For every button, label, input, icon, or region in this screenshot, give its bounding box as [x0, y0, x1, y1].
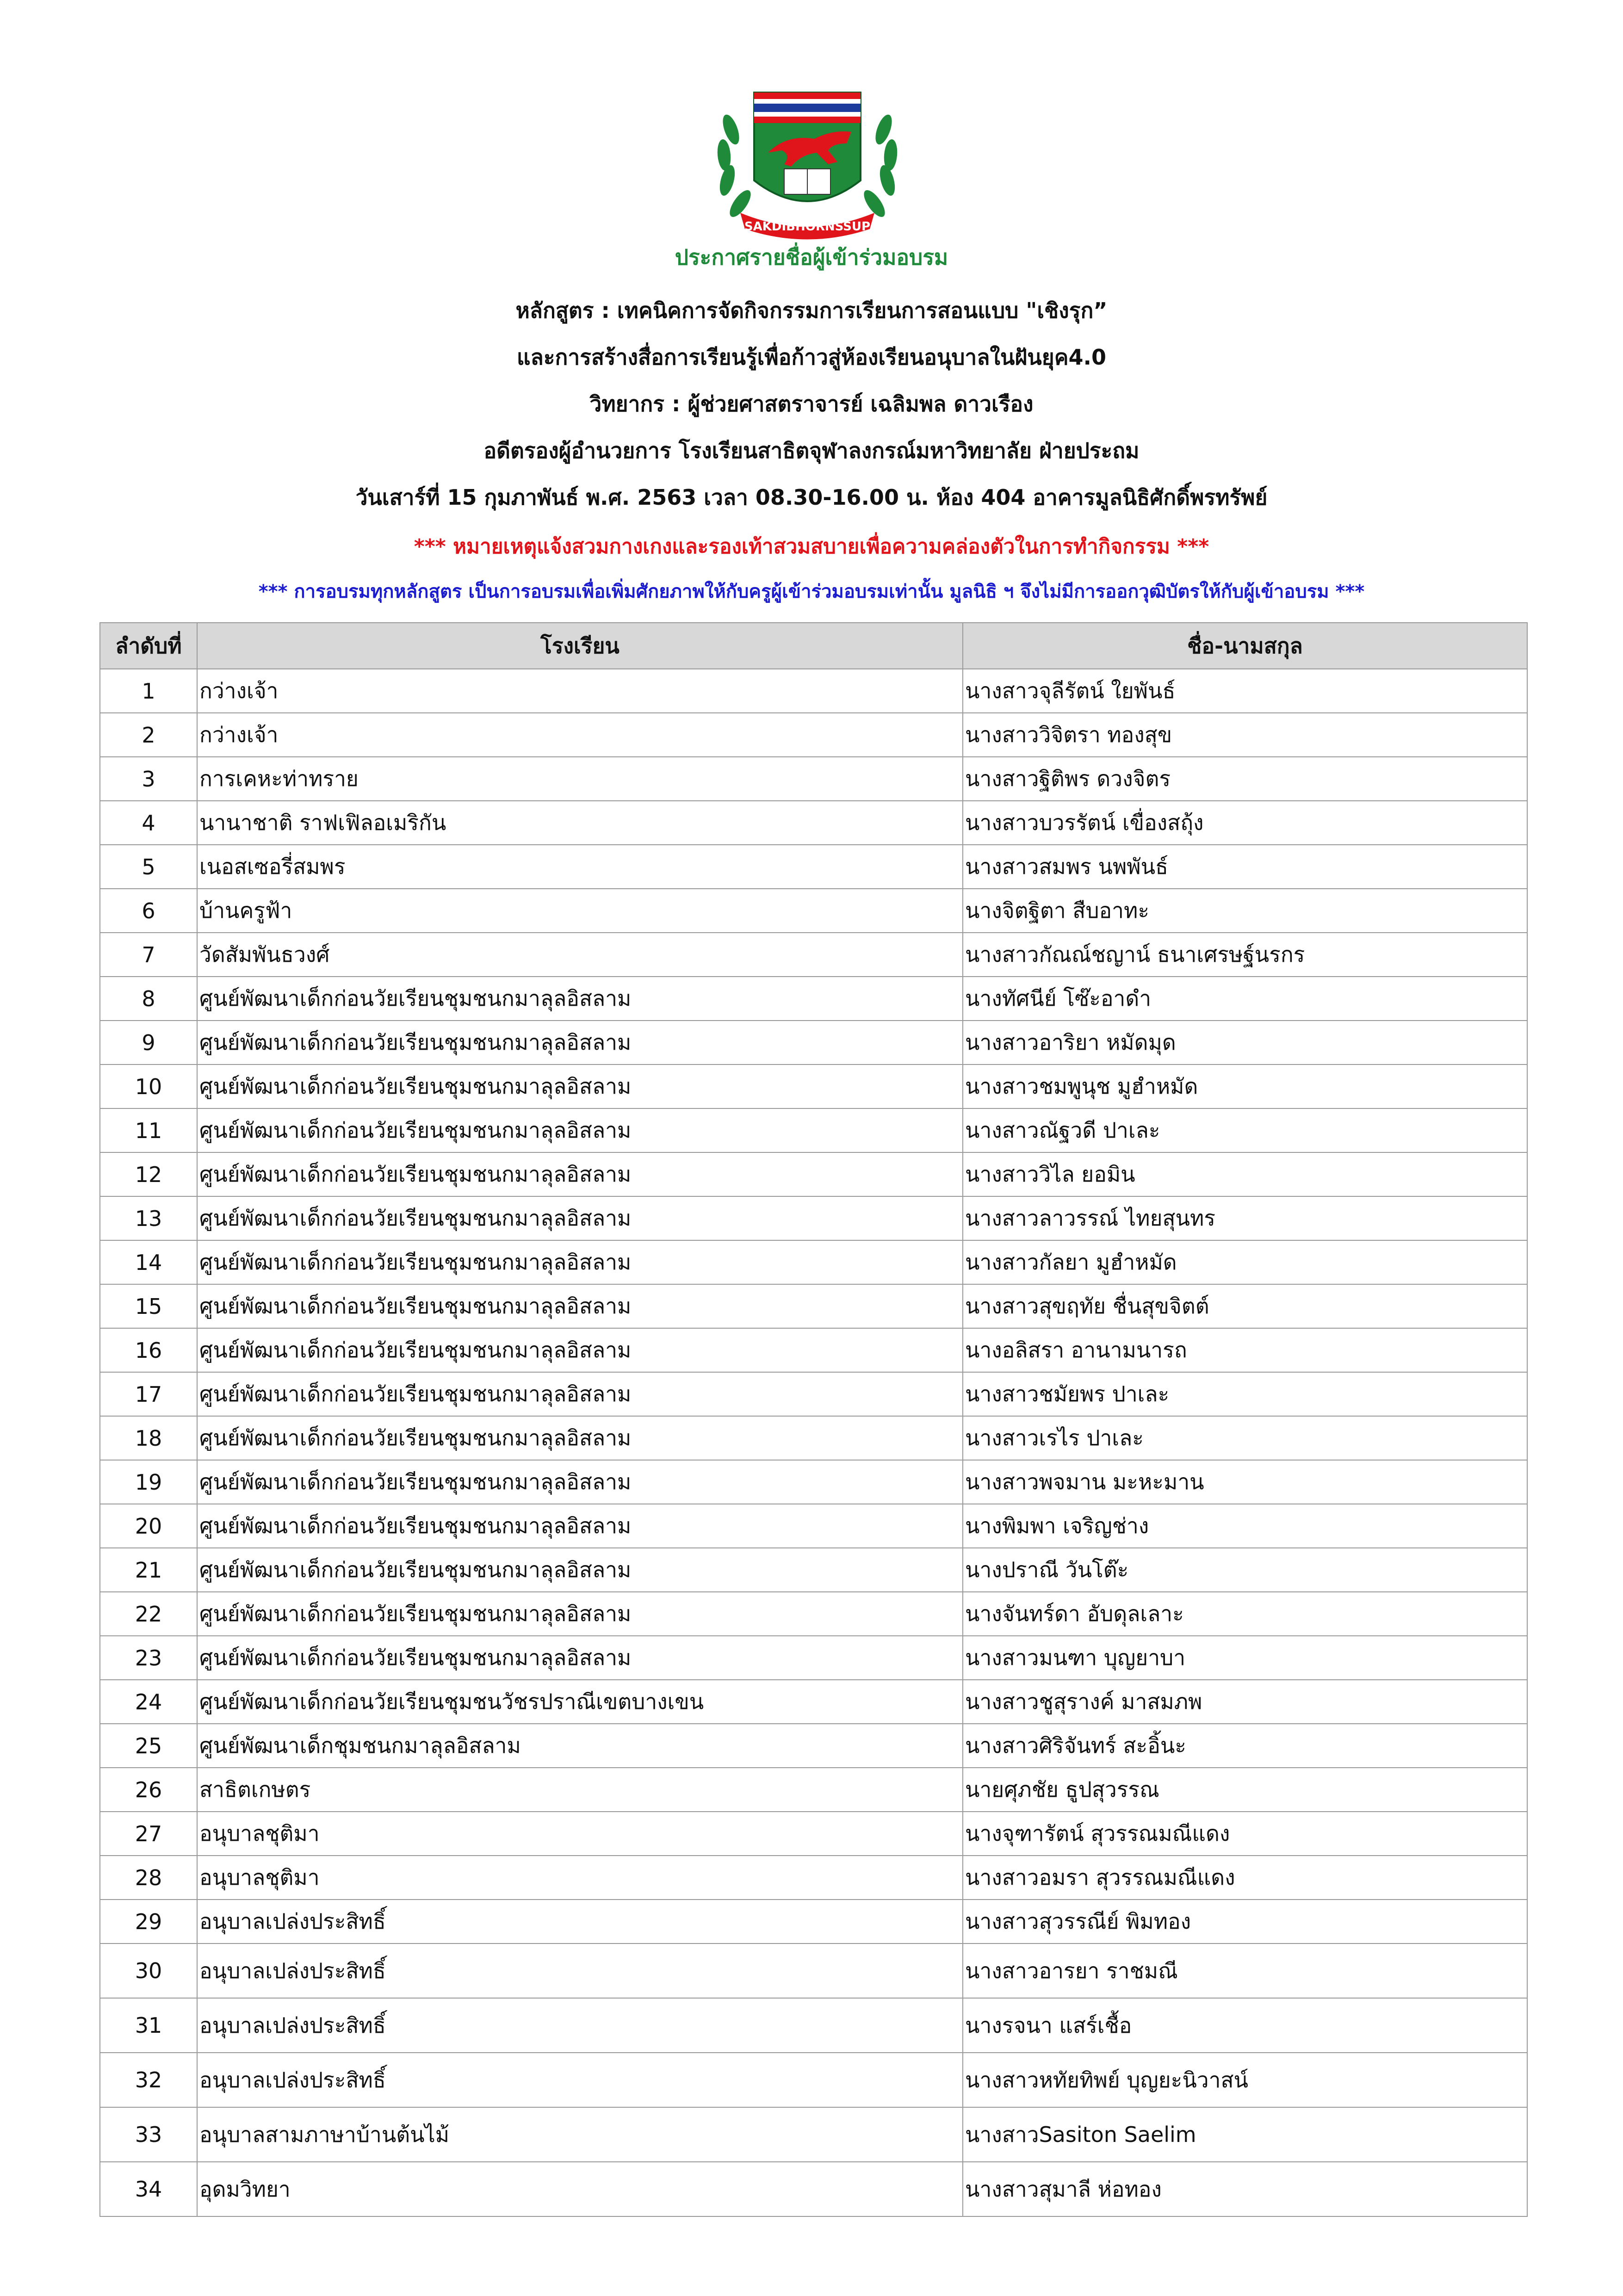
speaker: วิทยากร : ผู้ช่วยศาสตราจารย์ เฉลิมพล ดาวเรือง [589, 391, 1034, 416]
row-school: ศูนย์พัฒนาเด็กก่อนวัยเรียนชุมชนกมาลุลอิสลาม [197, 1460, 963, 1504]
row-school: กว่างเจ้า [197, 669, 963, 713]
row-number: 12 [100, 1152, 197, 1196]
row-name: นางสาวบวรรัตน์ เขื่องสถุ้ง [963, 801, 1527, 845]
row-number: 3 [100, 757, 197, 801]
row-number: 21 [100, 1548, 197, 1592]
row-school: ศูนย์พัฒนาเด็กก่อนวัยเรียนชุมชนกมาลุลอิสลาม [197, 1592, 963, 1636]
row-name: นางสาววิไล ยอมิน [963, 1152, 1527, 1196]
row-number: 13 [100, 1196, 197, 1240]
course-subtitle: และการสร้างสื่อการเรียนรู้เพื่อก้าวสู่ห้องเรียนอนุบาลในฝันยุค4.0 [517, 345, 1106, 370]
row-number: 5 [100, 845, 197, 889]
row-number: 32 [100, 2053, 197, 2107]
table-row [100, 1900, 1527, 1943]
row-name: นางสาวเรไร ปาเละ [963, 1416, 1527, 1460]
row-school: ศูนย์พัฒนาเด็กก่อนวัยเรียนชุมชนกมาลุลอิสลาม [197, 1196, 963, 1240]
row-school: สาธิตเกษตร [197, 1768, 963, 1812]
row-name: นางสาวกัณณ์ชญาน์ ธนาเศรษฐ์นรกร [963, 933, 1527, 977]
table-row [100, 1196, 1527, 1240]
row-number: 27 [100, 1812, 197, 1856]
row-number: 4 [100, 801, 197, 845]
row-name: นางสาวหทัยทิพย์ บุญยะนิวาสน์ [963, 2053, 1527, 2107]
row-name: นางสาวมนฑา บุญยาบา [963, 1636, 1527, 1680]
table-row [100, 1812, 1527, 1856]
row-school: อุดมวิทยา [197, 2162, 963, 2216]
row-school: ศูนย์พัฒนาเด็กก่อนวัยเรียนชุมชนกมาลุลอิสลาม [197, 1636, 963, 1680]
row-school: ศูนย์พัฒนาเด็กก่อนวัยเรียนชุมชนกมาลุลอิสลาม [197, 1548, 963, 1592]
row-name: นางสาวณัฐวดี ปาเละ [963, 1108, 1527, 1152]
row-number: 10 [100, 1064, 197, 1108]
row-school: ศูนย์พัฒนาเด็กก่อนวัยเรียนชุมชนกมาลุลอิสลาม [197, 1108, 963, 1152]
row-name: นางรจนา แสร์เชื้อ [963, 1998, 1527, 2053]
row-name: นางสาววิจิตรา ทองสุข [963, 713, 1527, 757]
row-school: ศูนย์พัฒนาเด็กก่อนวัยเรียนชุมชนกมาลุลอิสลาม [197, 1064, 963, 1108]
row-name: นางสาวจุลีรัตน์ ใยพันธ์ [963, 669, 1527, 713]
row-number: 28 [100, 1856, 197, 1900]
row-number: 23 [100, 1636, 197, 1680]
table-row [100, 1592, 1527, 1636]
table-row [100, 1021, 1527, 1064]
row-number: 22 [100, 1592, 197, 1636]
participant-table [99, 622, 1528, 2217]
table-row [100, 1856, 1527, 1900]
row-name: นางสาวสุขฤทัย ชื่นสุขจิตต์ [963, 1284, 1527, 1328]
row-school: ศูนย์พัฒนาเด็กก่อนวัยเรียนชุมชนกมาลุลอิสลาม [197, 1328, 963, 1372]
row-number: 33 [100, 2107, 197, 2162]
table-row [100, 713, 1527, 757]
row-name: นายศุภชัย ธูปสุวรรณ [963, 1768, 1527, 1812]
table-row [100, 977, 1527, 1021]
table-row [100, 1724, 1527, 1768]
table-row [100, 1636, 1527, 1680]
row-school: เนอสเซอรี่สมพร [197, 845, 963, 889]
table-header-row [100, 623, 1527, 669]
table-row [100, 757, 1527, 801]
column-header-name: ชื่อ-นามสกุล [963, 623, 1527, 669]
row-number: 14 [100, 1240, 197, 1284]
row-name: นางสาวอาริยา หมัดมุด [963, 1021, 1527, 1064]
table-row [100, 1284, 1527, 1328]
table-row [100, 801, 1527, 845]
row-number: 8 [100, 977, 197, 1021]
row-name: นางสาวสุวรรณีย์ พิมทอง [963, 1900, 1527, 1943]
row-name: นางสาวกัลยา มูฮำหมัด [963, 1240, 1527, 1284]
row-name: นางพิมพา เจริญช่าง [963, 1504, 1527, 1548]
table-row [100, 1416, 1527, 1460]
row-school: อนุบาลเปล่งประสิทธิ์ [197, 2053, 963, 2107]
row-school: บ้านครูฟ้า [197, 889, 963, 933]
row-number: 20 [100, 1504, 197, 1548]
row-name: นางสาวพจมาน มะหะมาน [963, 1460, 1527, 1504]
dress-note: *** หมายเหตุแจ้งสวมกางเกงและรองเท้าสวมสบายเพื่อความคล่องตัวในการทำกิจกรรม *** [414, 535, 1209, 558]
row-school: ศูนย์พัฒนาเด็กก่อนวัยเรียนชุมชนกมาลุลอิสลาม [197, 1240, 963, 1284]
row-school: ศูนย์พัฒนาเด็กก่อนวัยเรียนชุมชนกมาลุลอิสลาม [197, 1021, 963, 1064]
row-number: 30 [100, 1943, 197, 1998]
row-school: อนุบาลสามภาษาบ้านต้นไม้ [197, 2107, 963, 2162]
course-title: หลักสูตร : เทคนิคการจัดกิจกรรมการเรียนการสอนแบบ "เชิงรุก” [515, 298, 1108, 323]
row-number: 11 [100, 1108, 197, 1152]
speaker-title: อดีตรองผู้อำนวยการ โรงเรียนสาธิตจุฬาลงกรณ์มหาวิทยาลัย ฝ่ายประถม [483, 438, 1140, 463]
row-name: นางสาวฐิติพร ดวงจิตร [963, 757, 1527, 801]
row-number: 17 [100, 1372, 197, 1416]
row-school: ศูนย์พัฒนาเด็กก่อนวัยเรียนชุมชนกมาลุลอิสลาม [197, 1504, 963, 1548]
table-row [100, 1680, 1527, 1724]
row-name: นางสาวสมพร นพพันธ์ [963, 845, 1527, 889]
row-school: ศูนย์พัฒนาเด็กก่อนวัยเรียนชุมชนกมาลุลอิสลาม [197, 1372, 963, 1416]
table-row [100, 845, 1527, 889]
row-number: 9 [100, 1021, 197, 1064]
table-row [100, 669, 1527, 713]
row-name: นางสาวชมพูนุช มูฮำหมัด [963, 1064, 1527, 1108]
table-row [100, 1372, 1527, 1416]
svg-text:SAKDIBHORNSSUP: SAKDIBHORNSSUP [744, 220, 871, 234]
row-name: นางทัศนีย์ โซ๊ะอาดำ [963, 977, 1527, 1021]
row-number: 31 [100, 1998, 197, 2053]
row-name: นางจิตฐิตา สืบอาทะ [963, 889, 1527, 933]
row-school: อนุบาลเปล่งประสิทธิ์ [197, 1943, 963, 1998]
table-row [100, 1768, 1527, 1812]
row-school: ศูนย์พัฒนาเด็กก่อนวัยเรียนชุมชนกมาลุลอิสลาม [197, 977, 963, 1021]
column-header-school: โรงเรียน [197, 623, 963, 669]
row-name: นางจุฑารัตน์ สุวรรณมณีแดง [963, 1812, 1527, 1856]
table-row [100, 1328, 1527, 1372]
table-row [100, 1460, 1527, 1504]
row-name: นางสาวลาวรรณ์ ไทยสุนทร [963, 1196, 1527, 1240]
row-number: 7 [100, 933, 197, 977]
row-name: นางจันทร์ดา อับดุลเลาะ [963, 1592, 1527, 1636]
row-school: ศูนย์พัฒนาเด็กก่อนวัยเรียนชุมชนกมาลุลอิสลาม [197, 1152, 963, 1196]
row-school: วัดสัมพันธวงศ์ [197, 933, 963, 977]
row-school: กว่างเจ้า [197, 713, 963, 757]
row-name: นางสาวชมัยพร ปาเละ [963, 1372, 1527, 1416]
table-row [100, 889, 1527, 933]
table-row [100, 2107, 1527, 2162]
row-school: นานาชาติ ราฟเฟิลอเมริกัน [197, 801, 963, 845]
certificate-note: *** การอบรมทุกหลักสูตร เป็นการอบรมเพื่อเพิ่มศักยภาพให้กับครูผู้เข้าร่วมอบรมเท่านั้น มูลนิธิ ฯ จึงไม่มีการออกวุฒิบัตรให้กับผู้เข้าอบรม *** [258, 581, 1365, 602]
row-name: นางปราณี วันโต๊ะ [963, 1548, 1527, 1592]
table-row [100, 1064, 1527, 1108]
row-school: อนุบาลชุติมา [197, 1856, 963, 1900]
row-school: ศูนย์พัฒนาเด็กก่อนวัยเรียนชุมชนกมาลุลอิสลาม [197, 1284, 963, 1328]
table-row [100, 1943, 1527, 1998]
row-name: นางอลิสรา อานามนารถ [963, 1328, 1527, 1372]
row-name: นางสาวอารยา ราชมณี [963, 1943, 1527, 1998]
column-header-number: ลำดับที่ [100, 623, 197, 669]
row-name: นางสาวศิริจันทร์ สะอิ้นะ [963, 1724, 1527, 1768]
row-number: 18 [100, 1416, 197, 1460]
table-row [100, 2162, 1527, 2216]
page-title: ประกาศรายชื่อผู้เข้าร่วมอบรม [675, 245, 948, 270]
row-number: 2 [100, 713, 197, 757]
row-school: ศูนย์พัฒนาเด็กชุมชนกมาลุลอิสลาม [197, 1724, 963, 1768]
table-row [100, 1108, 1527, 1152]
table-row [100, 1504, 1527, 1548]
table-row [100, 1152, 1527, 1196]
row-name: นางสาวสุมาลี ห่อทอง [963, 2162, 1527, 2216]
announcement-header [0, 241, 1623, 606]
row-number: 16 [100, 1328, 197, 1372]
row-school: อนุบาลเปล่งประสิทธิ์ [197, 1900, 963, 1943]
row-number: 15 [100, 1284, 197, 1328]
row-school: ศูนย์พัฒนาเด็กก่อนวัยเรียนชุมชนกมาลุลอิสลาม [197, 1416, 963, 1460]
table-row [100, 1240, 1527, 1284]
table-row [100, 1548, 1527, 1592]
row-school: ศูนย์พัฒนาเด็กก่อนวัยเรียนชุมชนวัชรปราณีเขตบางเขน [197, 1680, 963, 1724]
school-logo [699, 74, 916, 245]
row-number: 19 [100, 1460, 197, 1504]
row-number: 1 [100, 669, 197, 713]
row-number: 25 [100, 1724, 197, 1768]
table-row [100, 1998, 1527, 2053]
row-school: อนุบาลเปล่งประสิทธิ์ [197, 1998, 963, 2053]
row-number: 24 [100, 1680, 197, 1724]
row-name: นางสาวชูสุรางค์ มาสมภพ [963, 1680, 1527, 1724]
row-number: 6 [100, 889, 197, 933]
row-school: อนุบาลชุติมา [197, 1812, 963, 1856]
row-number: 34 [100, 2162, 197, 2216]
row-name: นางสาวSasiton Saelim [963, 2107, 1527, 2162]
row-school: การเคหะท่าทราย [197, 757, 963, 801]
row-number: 26 [100, 1768, 197, 1812]
table-row [100, 2053, 1527, 2107]
row-name: นางสาวอมรา สุวรรณมณีแดง [963, 1856, 1527, 1900]
row-number: 29 [100, 1900, 197, 1943]
table-row [100, 933, 1527, 977]
schedule: วันเสาร์ที่ 15 กุมภาพันธ์ พ.ศ. 2563 เวลา 08.30-16.00 น. ห้อง 404 อาคารมูลนิธิศักดิ์พรทรัพย์ [355, 485, 1268, 510]
